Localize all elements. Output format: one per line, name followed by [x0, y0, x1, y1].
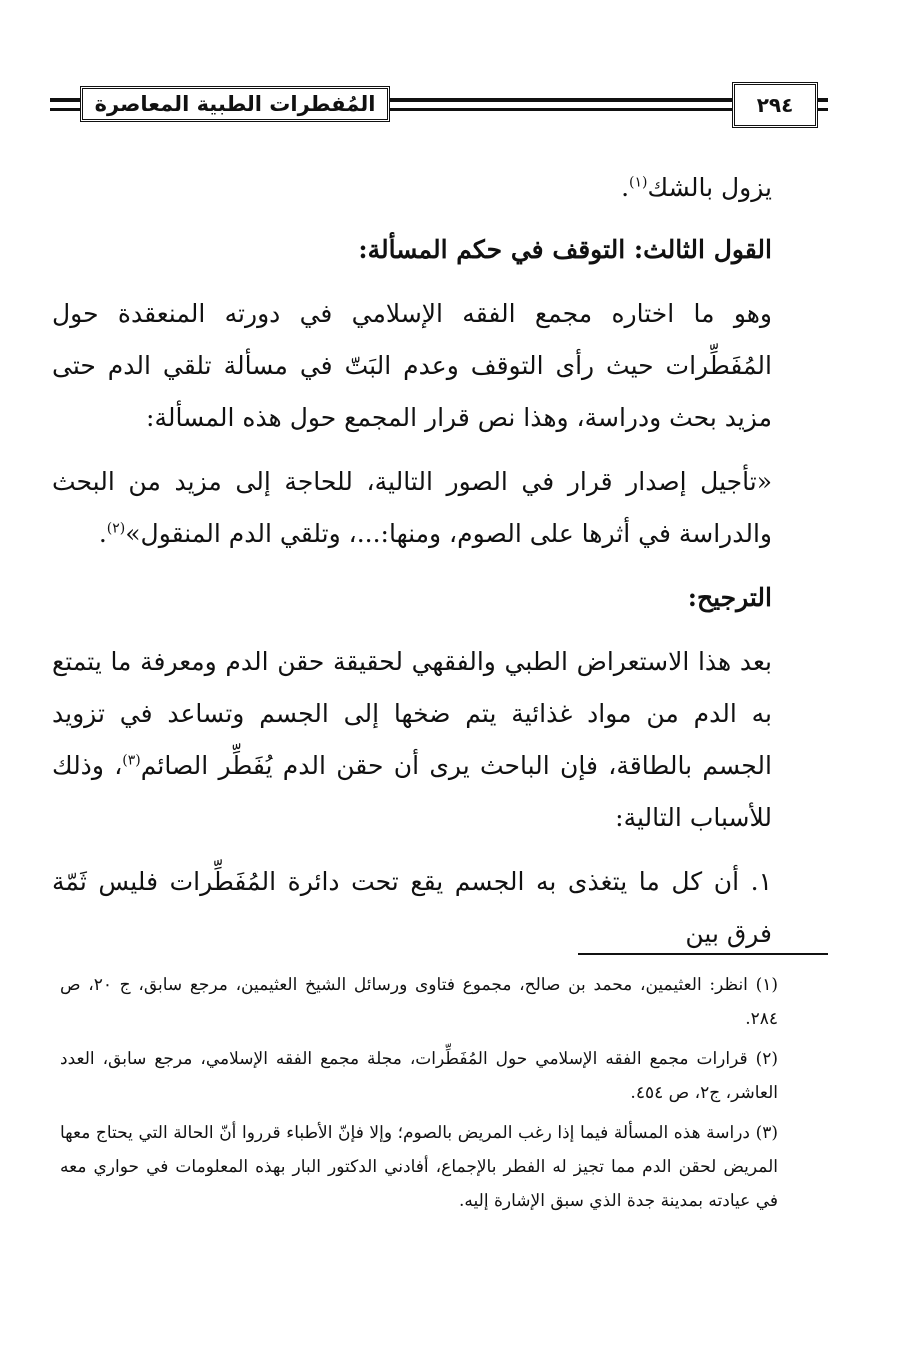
running-title: المُفطرات الطبية المعاصرة	[80, 86, 390, 122]
footnote-ref-2: (٢)	[106, 520, 126, 537]
paragraph-2: وهو ما اختاره مجمع الفقه الإسلامي في دورته المنعقدة حول المُفَطِّرات حيث رأى التوقف وعدم البَتّ في مسألة تلقي الدم حتى مزيد بحث ودراسة، وهذا نص قرار المجمع حول هذه المسألة:	[52, 299, 772, 432]
main-text	[52, 162, 772, 960]
paragraph-3-end: .	[98, 519, 107, 548]
footnote-1: (١) انظر: العثيمين، محمد بن صالح، مجموع فتاوى ورسائل الشيخ العثيمين، مرجع سابق، ج ٢٠، ص ٢٨٤.	[60, 975, 778, 1029]
footnote-ref-1: (١)	[629, 174, 648, 191]
footnotes	[60, 968, 778, 1224]
footnote-separator	[578, 953, 828, 955]
footnote-ref-3: (٣)	[122, 752, 141, 769]
paragraph-5-list-item: ١. أن كل ما يتغذى به الجسم يقع تحت دائرة المُفَطِّرات فليس ثَمّة فرق بين	[52, 867, 772, 948]
section-heading-preference: الترجيح:	[687, 583, 772, 612]
paragraph-1	[52, 162, 772, 214]
paragraph-1-text: يزول بالشك	[647, 173, 772, 202]
footnote-3: (٣) دراسة هذه المسألة فيما إذا رغب المريض بالصوم؛ وإلا فإنّ الأطباء قرروا أنّ الحالة التي يحتاج معها المريض لحقن الدم مما تجيز له الفطر بالإجماع، أفادني الدكتور البار بهذه المعلومات في حواري معه في عيادته بمدينة جدة الذي سبق الإشارة إليه.	[60, 1123, 778, 1211]
paragraph-4	[52, 636, 772, 844]
paragraph-4-end: ، وذلك للأسباب التالية:	[52, 751, 772, 832]
paragraph-3-text: «تأجيل إصدار قرار في الصور التالية، للحاجة إلى مزيد من البحث والدراسة في أثرها على الصوم، ومنها:...، وتلقي الدم المنقول»	[52, 467, 772, 548]
footnote-2: (٢) قرارات مجمع الفقه الإسلامي حول المُفَطِّرات، مجلة مجمع الفقه الإسلامي، مرجع سابق، العدد العاشر، ج٢، ص ٤٥٤.	[60, 1049, 778, 1103]
paragraph-4-text: بعد هذا الاستعراض الطبي والفقهي لحقيقة حقن الدم ومعرفة ما يتمتع به الدم من مواد غذائية يتم ضخها إلى الجسم وتساعد في تزويد الجسم بالطاقة، فإن الباحث يرى أن حقن الدم يُفَطِّر الصائم	[52, 647, 772, 780]
paragraph-3-quote	[52, 456, 772, 560]
section-heading-third-opinion: القول الثالث: التوقف في حكم المسألة:	[358, 235, 772, 264]
paragraph-1-end: .	[621, 173, 630, 202]
page-number: ٢٩٤	[732, 82, 818, 128]
page-header	[50, 82, 828, 128]
